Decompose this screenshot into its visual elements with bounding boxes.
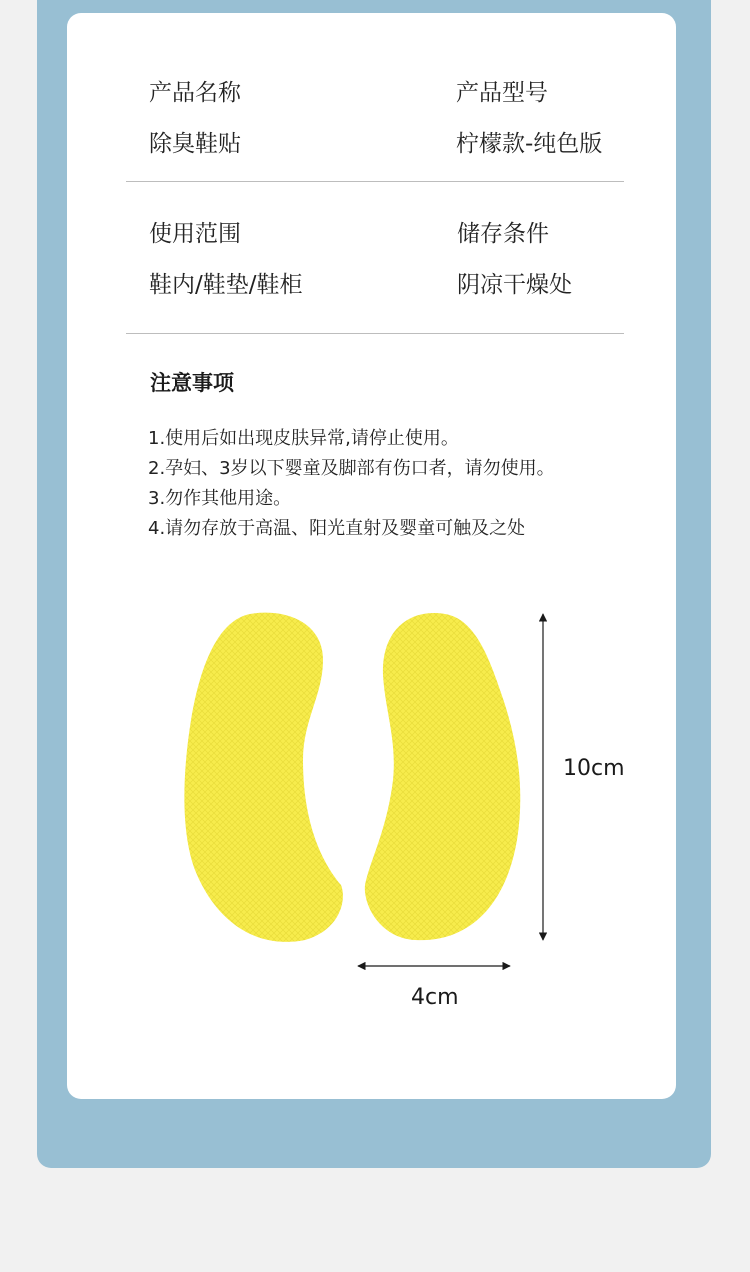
- notes-list: [148, 424, 555, 544]
- spec-value-product-name: 除臭鞋贴: [149, 131, 241, 157]
- spec-label-product-name: 产品名称: [149, 80, 241, 106]
- height-dimension-label: 10cm: [563, 756, 625, 781]
- notes-title: 注意事项: [150, 371, 234, 395]
- spec-value-product-model: 柠檬款-纯色版: [456, 131, 603, 157]
- notes-item: 1.使用后如出现皮肤异常,请停止使用。: [148, 428, 459, 449]
- spec-divider-2: [126, 333, 624, 334]
- spec-value-storage-condition: 阴凉干燥处: [457, 272, 572, 298]
- width-dimension-label: 4cm: [411, 985, 459, 1010]
- spec-label-usage-scope: 使用范围: [149, 221, 241, 247]
- spec-divider-1: [126, 181, 624, 182]
- notes-item: 3.勿作其他用途。: [148, 488, 292, 509]
- product-dimension-figure: [175, 600, 645, 1030]
- left-shoe-patch: [184, 613, 343, 942]
- notes-item: 4.请勿存放于高温、阳光直射及婴童可触及之处: [148, 518, 526, 539]
- spec-label-product-model: 产品型号: [456, 80, 548, 106]
- right-shoe-patch: [365, 613, 520, 940]
- notes-item: 2.孕妇、3岁以下婴童及脚部有伤口者，请勿使用。: [148, 458, 555, 479]
- spec-label-storage-condition: 储存条件: [457, 221, 549, 247]
- spec-value-usage-scope: 鞋内/鞋垫/鞋柜: [149, 272, 303, 298]
